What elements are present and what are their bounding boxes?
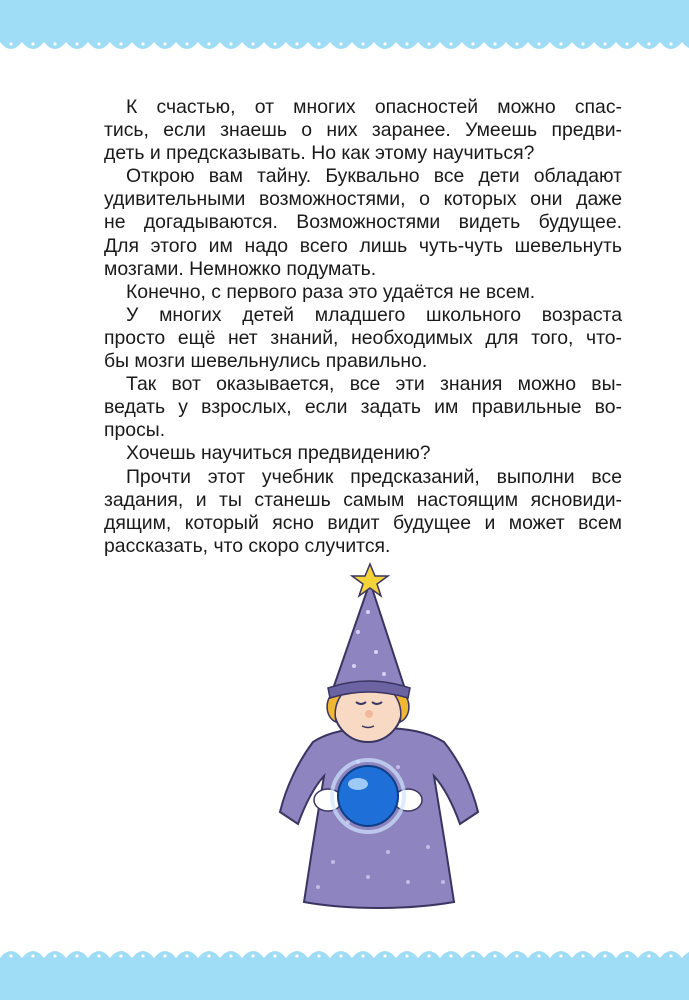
wave-dot [449, 954, 452, 957]
top-wave-border [0, 0, 689, 70]
wave-dot [581, 954, 584, 957]
wave-dot [295, 954, 298, 957]
wave-dot [427, 954, 430, 957]
wave-dot [625, 42, 628, 45]
wave-dot [405, 954, 408, 957]
wave-dot [31, 954, 34, 957]
wave-dot [537, 954, 540, 957]
wave-dot [97, 42, 100, 45]
text-line: деть и предсказывать. Но как этому научиться? [104, 142, 535, 165]
wave-dot [317, 954, 320, 957]
wizard-with-crystal-ball-icon [258, 562, 498, 912]
wave-dot [669, 42, 672, 45]
wave-dot [9, 954, 12, 957]
wave-dot [229, 954, 232, 957]
wave-dot [647, 954, 650, 957]
bottom-decorative-band [0, 930, 689, 1000]
wave-dot [317, 42, 320, 45]
wave-dot [405, 42, 408, 45]
wave-dot [207, 42, 210, 45]
wave-dot [493, 954, 496, 957]
text-line: тись, если знаешь о них заранее. Умеешь предви- [104, 119, 622, 142]
wave-dot [603, 42, 606, 45]
wave-dot [207, 954, 210, 957]
text-line: Так вот оказывается, все эти знания можно вы- [126, 373, 622, 396]
wave-dot [229, 42, 232, 45]
text-line: Хочешь научиться предвидению? [126, 442, 431, 465]
wave-dot [339, 954, 342, 957]
paragraph-1 [104, 96, 622, 165]
wave-dot [647, 42, 650, 45]
body-text [104, 96, 622, 558]
wave-dot [141, 954, 144, 957]
wave-dot [493, 42, 496, 45]
wave-dot [383, 42, 386, 45]
wave-dot [471, 954, 474, 957]
wave-dot [163, 954, 166, 957]
wave-dot [75, 954, 78, 957]
wave-dot [75, 42, 78, 45]
wave-dot [119, 42, 122, 45]
wave-dot [141, 42, 144, 45]
text-line: рассказать, что скоро случится. [104, 534, 391, 557]
wave-dot [163, 42, 166, 45]
text-line: просто ещё нет знаний, необходимых для того, что- [104, 326, 622, 349]
text-line: удивительными возможностями, о которых они даже [104, 188, 622, 211]
text-line: дящим, который ясно видит будущее и может всем [104, 511, 622, 534]
wave-dot [273, 954, 276, 957]
wave-dot [449, 42, 452, 45]
wave-dot [559, 42, 562, 45]
wave-dot [251, 42, 254, 45]
wave-dot [603, 954, 606, 957]
text-line: просы. [104, 419, 166, 442]
text-line: ведать у взрослых, если задать им правильные во- [104, 396, 622, 419]
text-line: задания, и ты станешь самым настоящим ясновиди- [104, 488, 622, 511]
wave-dot [559, 954, 562, 957]
text-line: Открою вам тайну. Буквально все дети обладают [126, 165, 622, 188]
wave-dot [669, 954, 672, 957]
wave-dot [361, 42, 364, 45]
paragraph-3 [104, 281, 622, 304]
wave-dot [9, 42, 12, 45]
wave-dot [295, 42, 298, 45]
wave-dot [31, 42, 34, 45]
wave-dot [97, 954, 100, 957]
wave-dot [625, 954, 628, 957]
text-line: Прочти этот учебник предсказаний, выполни все [126, 465, 622, 488]
text-line: К счастью, от многих опасностей можно спас- [126, 96, 622, 118]
wave-dot [581, 42, 584, 45]
top-decorative-band [0, 0, 689, 70]
wave-dot [185, 42, 188, 45]
wave-dot [53, 954, 56, 957]
text-line: Для этого им надо всего лишь чуть-чуть шевельнуть [104, 234, 622, 257]
text-line: У многих детей младшего школьного возраста [126, 303, 622, 326]
wave-dot [383, 954, 386, 957]
paragraph-6 [104, 442, 622, 465]
wave-dot [515, 42, 518, 45]
wave-dot [537, 42, 540, 45]
text-line: бы мозги шевельнулись правильно. [104, 350, 428, 373]
paragraph-2 [104, 165, 622, 280]
wave-dot [339, 42, 342, 45]
text-line: не догадываются. Возможностями видеть будущее. [104, 211, 622, 234]
wave-dot [119, 954, 122, 957]
text-line: Конечно, с первого раза это удаётся не всем. [126, 280, 536, 303]
wave-dot [273, 42, 276, 45]
paragraph-7 [104, 466, 622, 558]
bottom-wave-border [0, 930, 689, 1000]
wave-dot [185, 954, 188, 957]
wave-dot [361, 954, 364, 957]
wave-dot [427, 42, 430, 45]
wave-dot [53, 42, 56, 45]
paragraph-5 [104, 373, 622, 442]
wizard-hat [334, 582, 404, 686]
text-line: мозгами. Немножко подумать. [104, 257, 377, 280]
wave-dot [515, 954, 518, 957]
paragraph-4 [104, 304, 622, 373]
wave-dot [471, 42, 474, 45]
crystal-ball [338, 766, 398, 826]
wave-dot [251, 954, 254, 957]
